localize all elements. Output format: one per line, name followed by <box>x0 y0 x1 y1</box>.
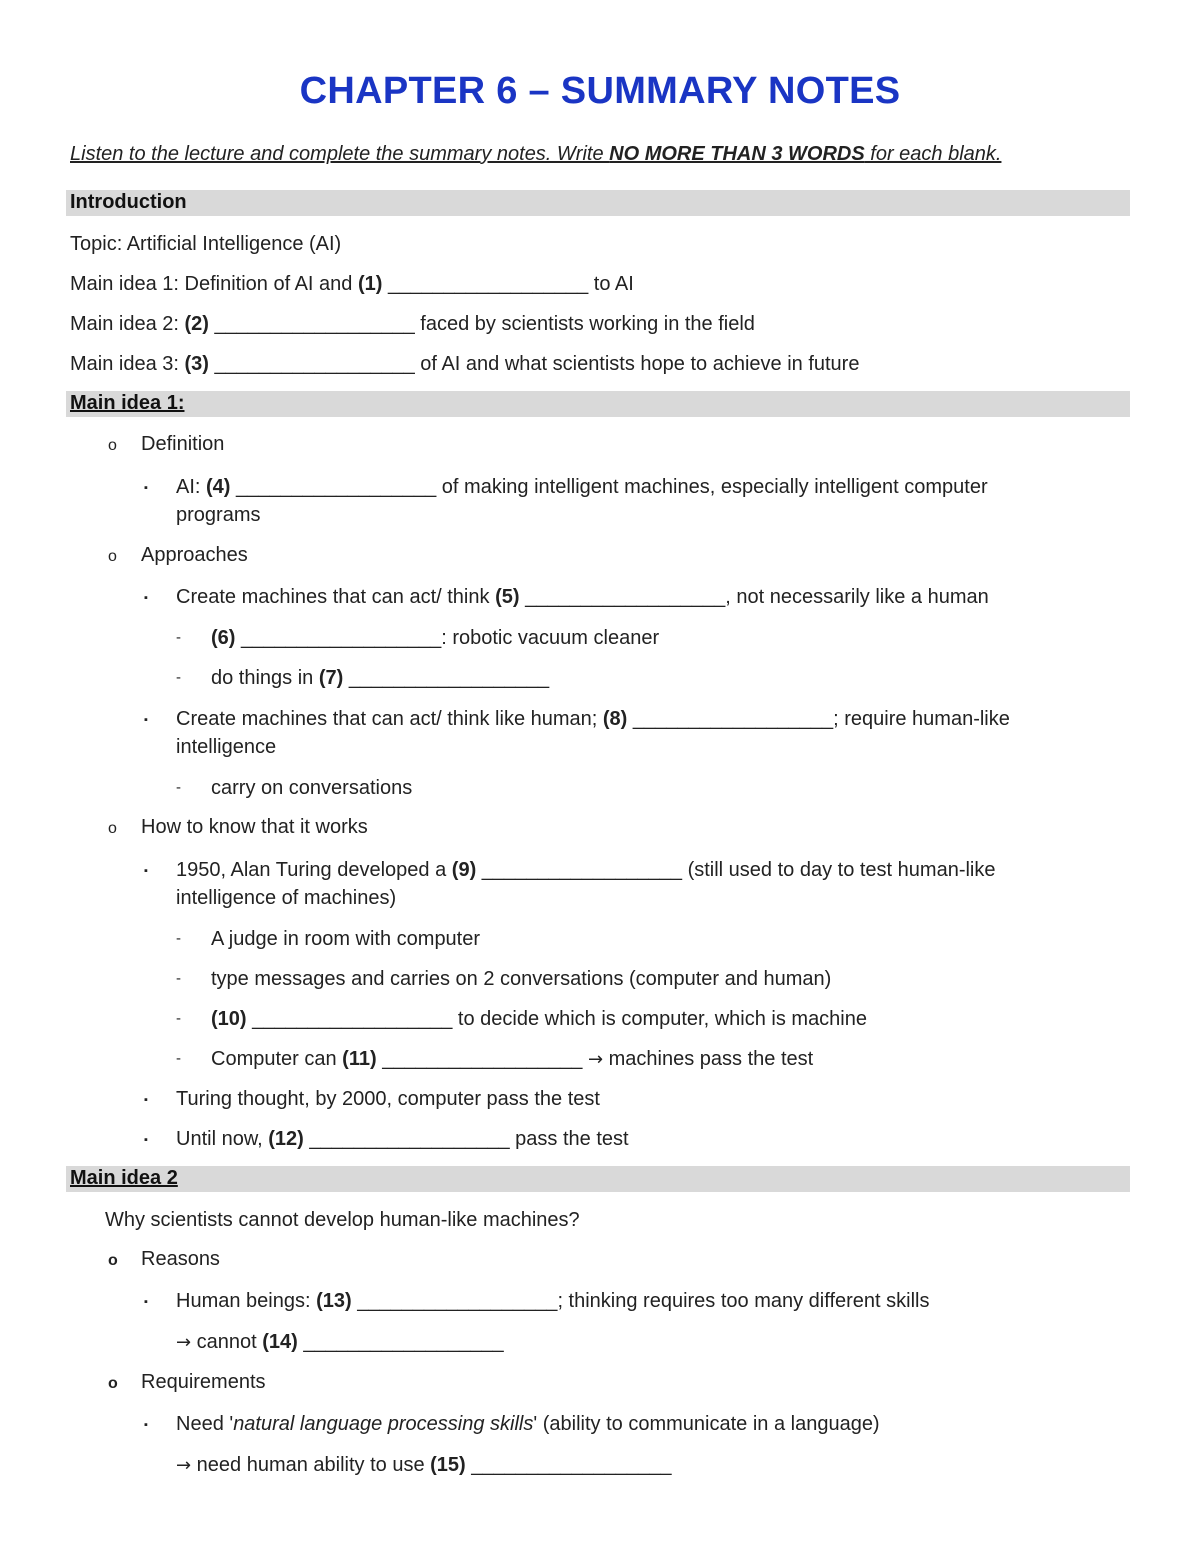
topic-line: Topic: Artificial Intelligence (AI) <box>70 233 342 255</box>
circle-bullet-icon: o <box>108 820 117 837</box>
item-15-line: → need human ability to use (15) __________________ <box>176 1454 672 1476</box>
blank-11[interactable]: __________________ <box>382 1048 583 1070</box>
turing-line: 1950, Alan Turing developed a (9) __________________ (still used to day to test human-like <box>176 859 996 881</box>
dash-bullet-icon: - <box>176 1010 181 1027</box>
square-bullet-icon: ▪ <box>144 1134 148 1146</box>
blank-15[interactable]: __________________ <box>471 1454 672 1476</box>
judge-line: A judge in room with computer <box>211 928 481 950</box>
instructions: Listen to the lecture and complete the summary notes. Write NO MORE THAN 3 WORDS for each blank. <box>70 143 1002 165</box>
question-line: Why scientists cannot develop human-like machines? <box>105 1209 580 1231</box>
blank-2[interactable]: __________________ <box>214 313 415 335</box>
item-13-line: Human beings: (13) __________________; thinking requires too many different skills <box>176 1290 930 1312</box>
item-6-line: (6) __________________: robotic vacuum cleaner <box>211 627 660 649</box>
square-bullet-icon: ▪ <box>144 1296 148 1308</box>
blank-6[interactable]: __________________ <box>241 627 442 649</box>
blank-10[interactable]: __________________ <box>252 1008 453 1030</box>
blank-4[interactable]: __________________ <box>236 476 437 498</box>
arrow-right-icon: → <box>176 1332 192 1353</box>
arrow-right-icon: → <box>176 1455 192 1476</box>
turing-cont: intelligence of machines) <box>176 887 397 909</box>
ai-definition-cont: programs <box>176 504 261 526</box>
circle-bullet-icon: o <box>108 1375 118 1392</box>
square-bullet-icon: ▪ <box>144 482 148 494</box>
blank-3[interactable]: __________________ <box>214 353 415 375</box>
requirements-label: Requirements <box>141 1371 266 1393</box>
square-bullet-icon: ▪ <box>144 714 148 726</box>
square-bullet-icon: ▪ <box>144 592 148 604</box>
blank-9[interactable]: __________________ <box>481 859 683 881</box>
circle-bullet-icon: o <box>108 548 117 565</box>
turing-thought-line: Turing thought, by 2000, computer pass the test <box>176 1088 600 1110</box>
blank-14[interactable]: __________________ <box>303 1331 504 1353</box>
circle-bullet-icon: o <box>108 1252 118 1269</box>
dash-bullet-icon: - <box>176 669 181 686</box>
reasons-label: Reasons <box>141 1248 220 1270</box>
how-label: How to know that it works <box>141 816 368 838</box>
dash-bullet-icon: - <box>176 930 181 947</box>
intro-main-idea-3: Main idea 3: (3) __________________ of AI and what scientists hope to achieve in future <box>70 353 860 375</box>
item-12-line: Until now, (12) __________________ pass the test <box>176 1128 629 1150</box>
approach-1-line: Create machines that can act/ think (5) __________________, not necessarily like a human <box>176 586 989 608</box>
square-bullet-icon: ▪ <box>144 1419 148 1431</box>
definition-label: Definition <box>141 433 225 455</box>
blank-13[interactable]: __________________ <box>357 1290 558 1312</box>
blank-7[interactable]: __________________ <box>348 667 550 689</box>
item-10-line: (10) __________________ to decide which is computer, which is machine <box>211 1008 867 1030</box>
item-11-line: Computer can (11) __________________ → machines pass the test <box>211 1048 814 1070</box>
blank-8[interactable]: __________________ <box>632 708 834 730</box>
blank-1[interactable]: __________________ <box>387 273 589 295</box>
page-title: CHAPTER 6 – SUMMARY NOTES <box>299 70 901 112</box>
ai-definition-line: AI: (4) __________________ of making intelligent machines, especially intelligent computer <box>176 476 988 498</box>
arrow-right-icon: → <box>587 1049 604 1070</box>
blank-12[interactable]: __________________ <box>309 1128 510 1150</box>
section-heading-main-idea-1: Main idea 1: <box>66 391 1130 417</box>
item-7-line: do things in (7) __________________ <box>211 667 550 689</box>
type-messages-line: type messages and carries on 2 conversations (computer and human) <box>211 968 832 990</box>
section-heading-introduction: Introduction <box>66 190 1130 216</box>
square-bullet-icon: ▪ <box>144 1094 148 1106</box>
dash-bullet-icon: - <box>176 970 181 987</box>
square-bullet-icon: ▪ <box>144 865 148 877</box>
intro-main-idea-2: Main idea 2: (2) __________________ faced by scientists working in the field <box>70 313 755 335</box>
circle-bullet-icon: o <box>108 437 117 454</box>
approaches-label: Approaches <box>141 544 248 566</box>
approach-2-cont: intelligence <box>176 736 277 758</box>
nlp-line: Need 'natural language processing skills' (ability to communicate in a language) <box>176 1413 880 1435</box>
item-14-line: → cannot (14) __________________ <box>176 1331 504 1353</box>
approach-2-line: Create machines that can act/ think like human; (8) __________________; require human-like <box>176 708 1010 730</box>
dash-bullet-icon: - <box>176 629 181 646</box>
dash-bullet-icon: - <box>176 1050 181 1067</box>
section-heading-main-idea-2: Main idea 2 <box>66 1166 1130 1192</box>
blank-5[interactable]: __________________ <box>525 586 726 608</box>
intro-main-idea-1: Main idea 1: Definition of AI and (1) __________________ to AI <box>70 273 634 295</box>
dash-bullet-icon: - <box>176 779 181 796</box>
conversations-line: carry on conversations <box>211 777 413 799</box>
